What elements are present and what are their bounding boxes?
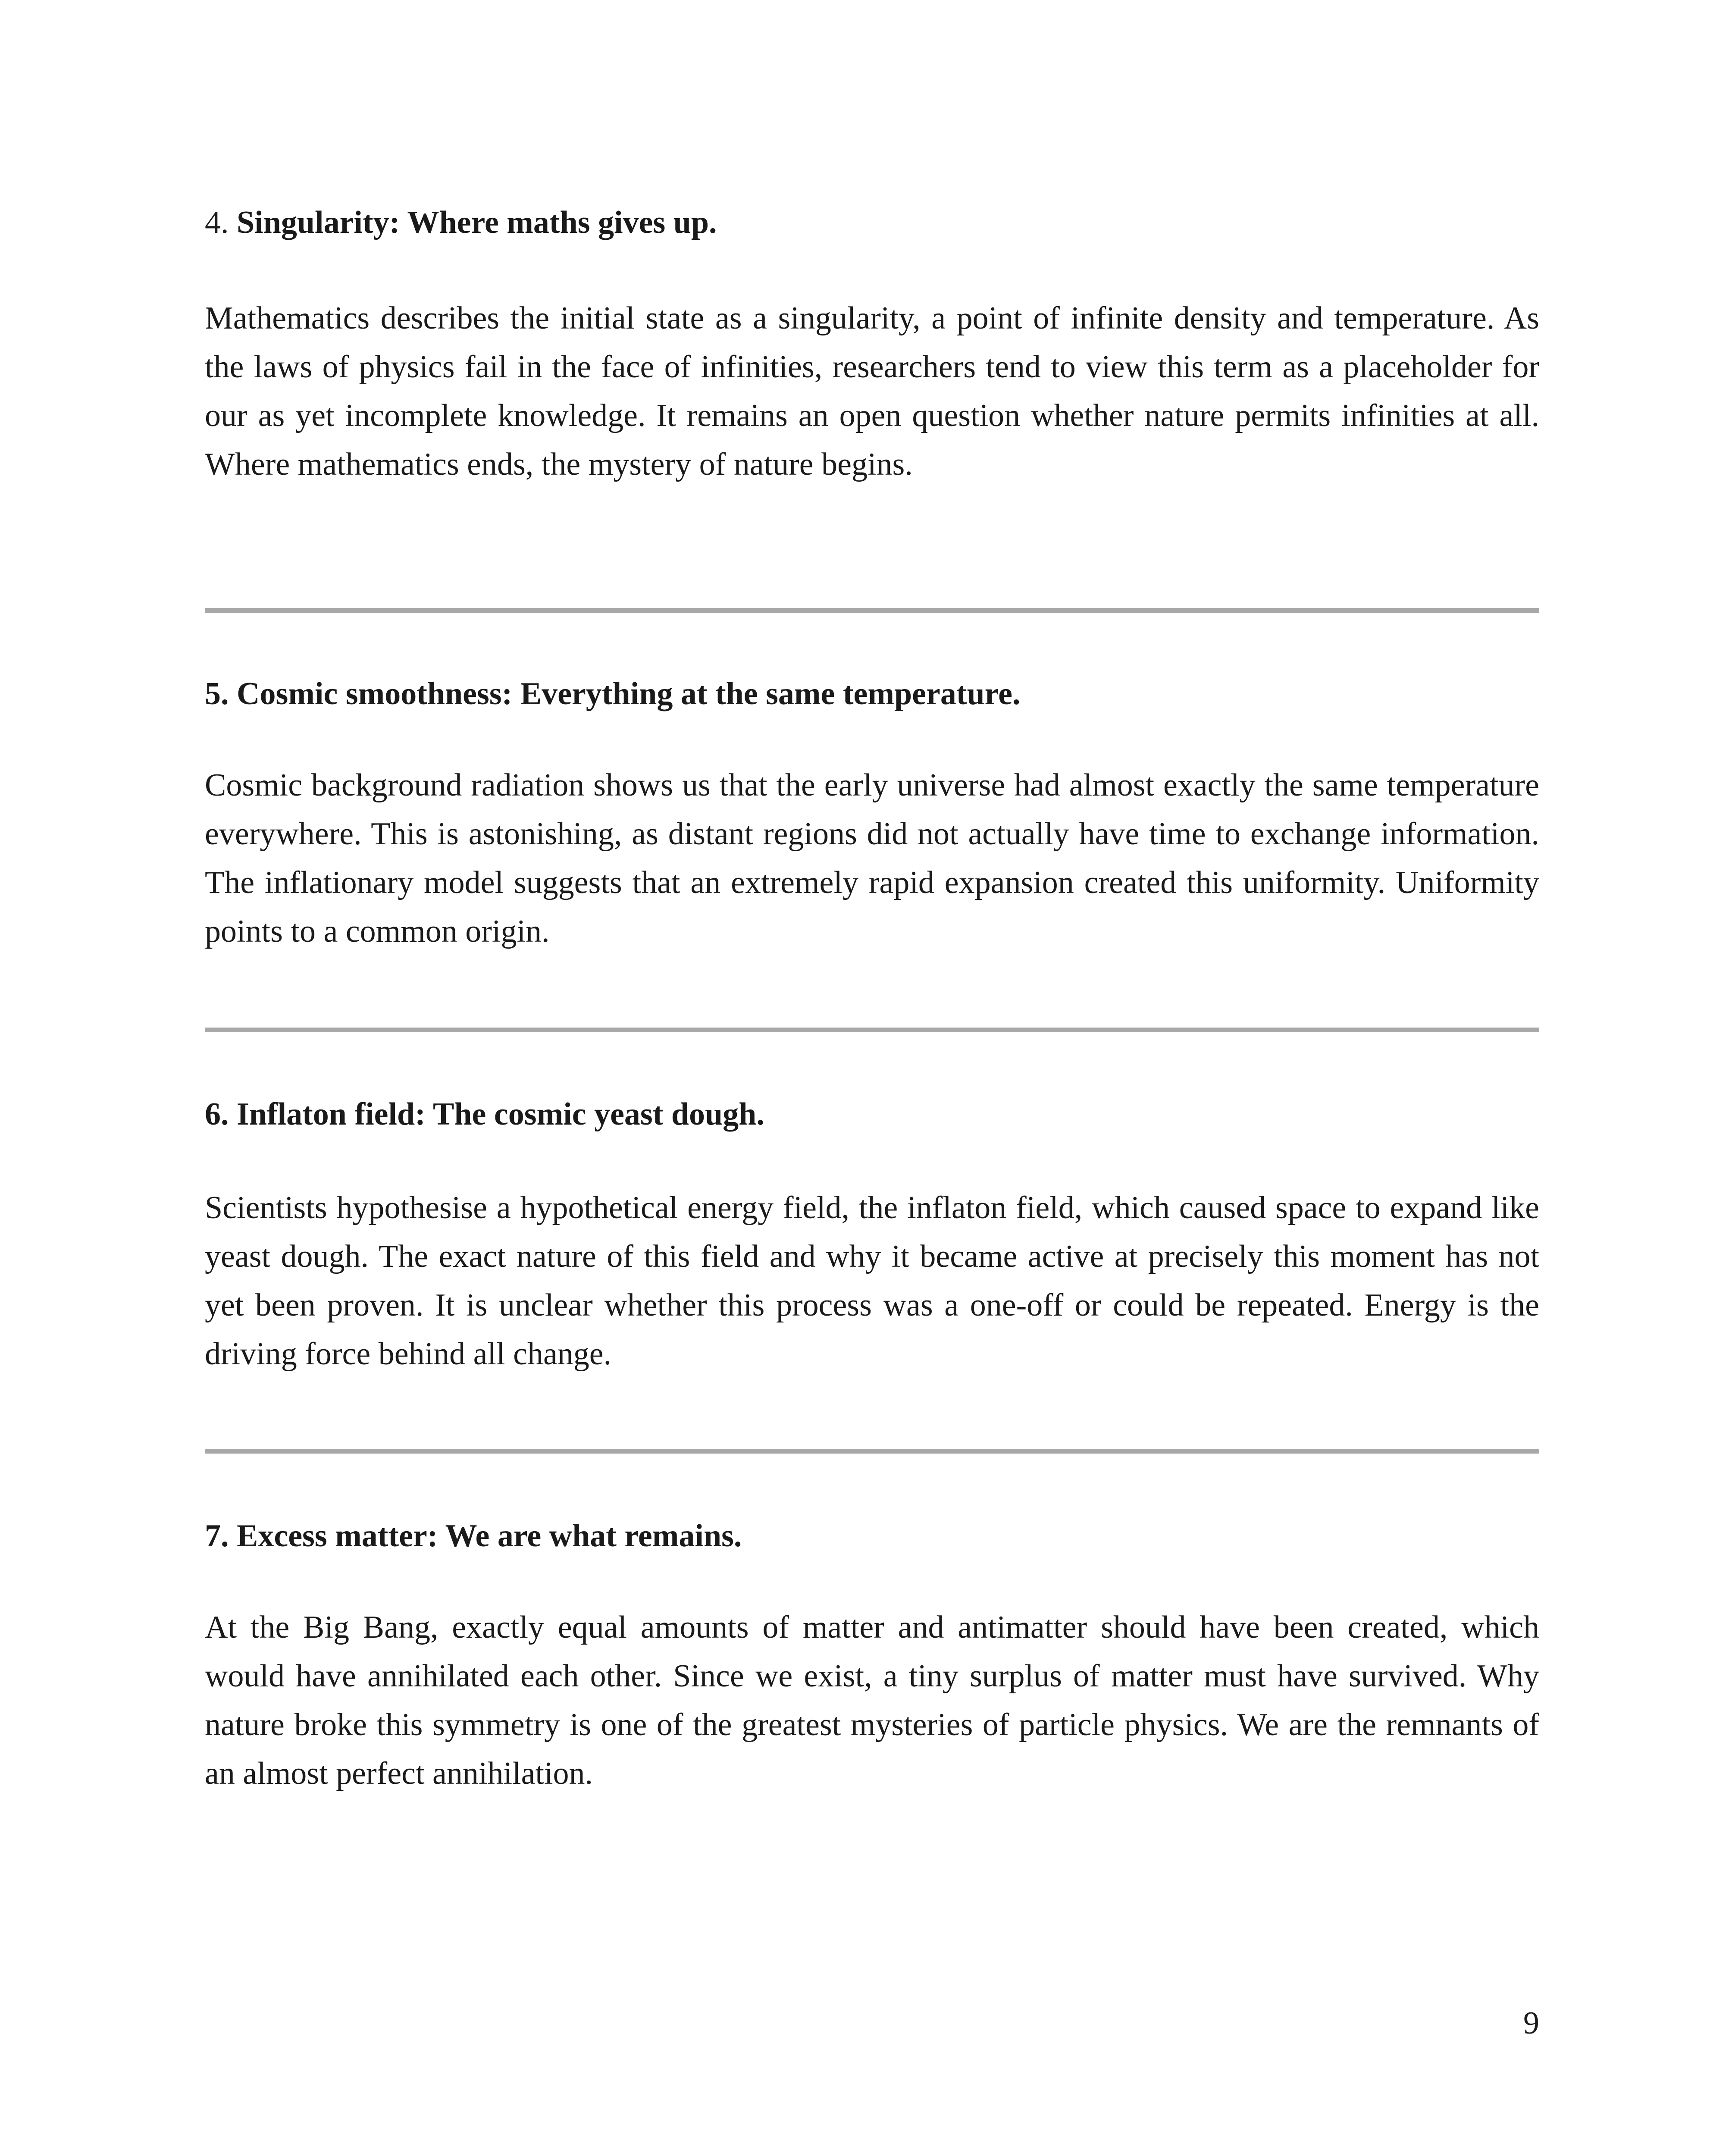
section-body: Mathematics describes the initial state as a singularity, a point of infinite density and temperature. As the laws of physics fail in the face of infinities, researchers tend to view this term as a placeholder for our as yet incomplete knowledge. It remains an open question whether nature permits infinities at all. Where mathematics ends, the mystery of nature begins. bbox=[205, 301, 1539, 482]
section-body: Cosmic background radiation shows us that the early universe had almost exactly the same temperature everywhere. This is astonishing, as distant regions did not actually have time to exchange information. The inflationary model suggests that an extremely rapid expansion created this uniformity. Uniformity points to a common origin. bbox=[205, 768, 1539, 949]
section-title: Cosmic smoothness: Everything at the same temperature. bbox=[237, 676, 1021, 711]
section-heading bbox=[205, 204, 1539, 242]
horizontal-divider bbox=[205, 608, 1539, 613]
section-number: 6. bbox=[205, 1097, 229, 1132]
section-inflaton-field bbox=[205, 1095, 1539, 1372]
section-body: At the Big Bang, exactly equal amounts of matter and antimatter should have been created, which would have annihilated each other. Since we exist, a tiny surplus of matter must have survived. Why nature broke this symmetry is one of the greatest mysteries of particle physics. We are the remnants of an almost perfect annihilation. bbox=[205, 1610, 1539, 1791]
section-body: Scientists hypothesise a hypothetical energy field, the inflaton field, which caused space to expand like yeast dough. The exact nature of this field and why it became active at precisely this moment has not yet been proven. It is unclear whether this process was a one-off or could be repeated. Energy is the driving force behind all change. bbox=[205, 1190, 1539, 1372]
horizontal-divider bbox=[205, 1028, 1539, 1032]
section-title: Singularity: Where maths gives up. bbox=[237, 205, 717, 240]
section-heading bbox=[205, 1095, 1539, 1134]
section-excess-matter bbox=[205, 1517, 1539, 1791]
section-title: Excess matter: We are what remains. bbox=[237, 1518, 742, 1554]
section-cosmic-smoothness bbox=[205, 675, 1539, 949]
section-heading bbox=[205, 1517, 1539, 1555]
section-number: 7. bbox=[205, 1518, 229, 1554]
horizontal-divider bbox=[205, 1449, 1539, 1454]
page-number: 9 bbox=[1523, 2006, 1539, 2041]
section-singularity bbox=[205, 204, 1539, 482]
section-title: Inflaton field: The cosmic yeast dough. bbox=[237, 1097, 764, 1132]
section-heading bbox=[205, 675, 1539, 713]
section-number: 5. bbox=[205, 676, 229, 711]
section-number: 4. bbox=[205, 205, 229, 240]
